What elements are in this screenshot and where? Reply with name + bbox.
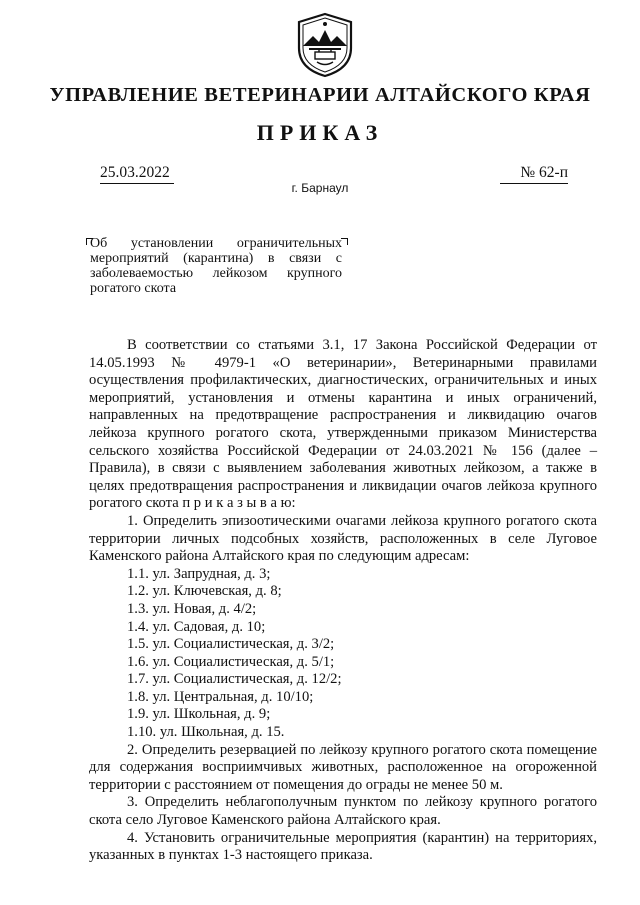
address-item: 1.5. ул. Социалистическая, д. 3/2; bbox=[127, 636, 335, 653]
document-type-title: ПРИКАЗ bbox=[256, 120, 384, 145]
document-date: 25.03.2022 bbox=[100, 164, 174, 184]
document-city: г. Барнаул bbox=[291, 181, 349, 195]
address-item: 1.7. ул. Социалистическая, д. 12/2; bbox=[127, 671, 342, 688]
address-item: 1.8. ул. Центральная, д. 10/10; bbox=[127, 688, 314, 705]
item-1-paragraph: 1. Определить эпизоотическими очагами лейкоза крупного рогатого скота территории личных подсобных хозяйств, расположенных в селе Луговое Каменского района Алтайского края по следующим адресам: bbox=[89, 512, 597, 565]
document-subject: Об установлении ограничительных мероприятий (карантина) в связи с заболеваемостью лейкозом крупного рогатого скота bbox=[90, 236, 342, 296]
item-4-paragraph: 4. Установить ограничительные мероприятия (карантин) на территориях, указанных в пунктах 1-3 настоящего приказа. bbox=[89, 829, 597, 864]
document-body bbox=[89, 337, 597, 865]
address-item: 1.3. ул. Новая, д. 4/2; bbox=[127, 600, 257, 617]
address-item: 1.9. ул. Школьная, д. 9; bbox=[127, 706, 271, 723]
altai-krai-coat-of-arms-icon bbox=[295, 12, 355, 78]
address-item: 1.4. ул. Садовая, д. 10; bbox=[127, 618, 266, 635]
address-item: 1.1. ул. Запрудная, д. 3; bbox=[127, 565, 271, 582]
address-item: 1.6. ул. Социалистическая, д. 5/1; bbox=[127, 653, 335, 670]
item-2-paragraph: 2. Определить резервацией по лейкозу крупного рогатого скота помещение для содержания восприимчивых животных, расположенное на огороженной территории с расстоянием от помещения до ограды не менее 50 м. bbox=[89, 741, 597, 793]
organization-name: УПРАВЛЕНИЕ ВЕТЕРИНАРИИ АЛТАЙСКОГО КРАЯ bbox=[49, 84, 591, 106]
item-3-paragraph: 3. Определить неблагополучным пунктом по лейкозу крупного рогатого скота село Луговое Каменского района Алтайского края. bbox=[89, 794, 597, 829]
address-item: 1.2. ул. Ключевская, д. 8; bbox=[127, 583, 282, 600]
subject-bracket-right bbox=[341, 238, 348, 245]
intro-paragraph: В соответствии со статьями 3.1, 17 Закона Российской Федерации от 14.05.1993 № 4979-1 «О ветеринарии», Ветеринарными правилами осуществления профилактических, диагностических, ограничительных и иных мероприятий, установления и отмены карантина и иных ограничений, направленных на предотвращение распространения и ликвидацию очагов лейкоза крупного рогатого скота, утвержденными приказом Министерства сельского хозяйства Российской Федерации от 24.03.2021 № 156 (далее – Правила), в связи с выявлением заболевания животных лейкозом, а также в целях предотвращения распространения и ликвидации очагов лейкоза крупного рогатого скота п р и к а з ы в а ю: bbox=[89, 337, 597, 512]
address-item: 1.10. ул. Школьная, д. 15. bbox=[127, 724, 285, 741]
document-number: № 62-п bbox=[500, 164, 568, 184]
